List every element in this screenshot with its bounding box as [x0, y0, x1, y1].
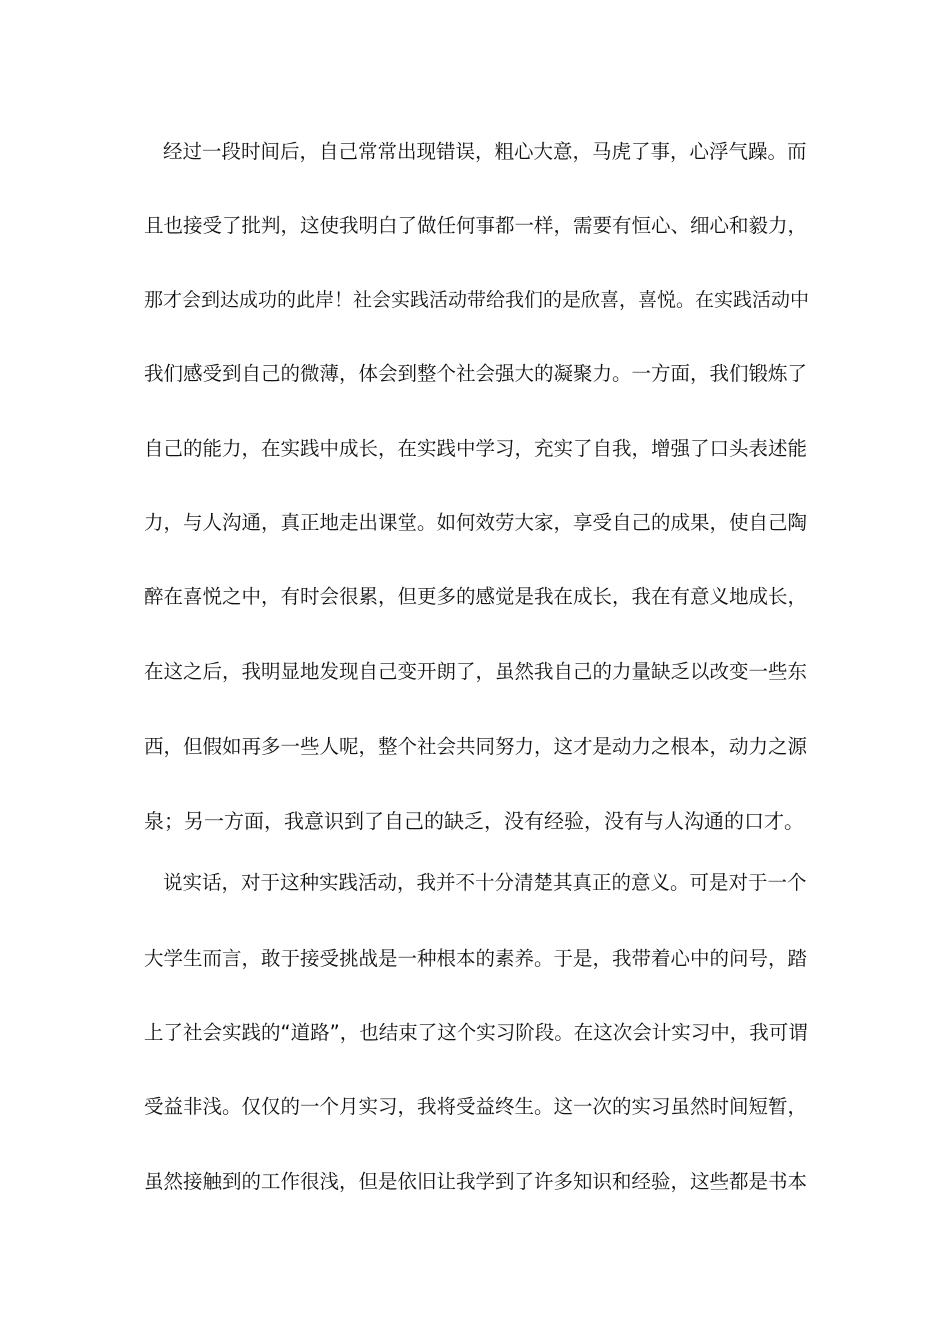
- paragraph-1-line-5: 自己的能力，在实践中成长，在实践中学习，充实了自我，增强了口头表述能: [144, 437, 808, 460]
- paragraph-2-line-1: 说实话，对于这种实践活动，我并不十分清楚其真正的意义。可是对于一个: [163, 871, 807, 894]
- paragraph-1-line-2: 且也接受了批判，这使我明白了做任何事都一样，需要有恒心、细心和毅力，: [144, 214, 808, 237]
- paragraph-1-line-6: 力，与人沟通，真正地走出课堂。如何效劳大家，享受自己的成果，使自己陶: [144, 511, 808, 534]
- paragraph-1-line-9: 西，但假如再多一些人呢，整个社会共同努力，这才是动力之根本，动力之源: [144, 735, 808, 758]
- paragraph-1-line-7: 醉在喜悦之中，有时会很累，但更多的感觉是我在成长，我在有意义地成长，: [144, 585, 808, 608]
- paragraph-1-line-8: 在这之后，我明显地发现自己变开朗了，虽然我自己的力量缺乏以改变一些东: [144, 660, 808, 683]
- paragraph-1-line-10: 泉；另一方面，我意识到了自己的缺乏，没有经验，没有与人沟通的口才。: [144, 809, 804, 833]
- paragraph-2-line-5: 虽然接触到的工作很浅，但是依旧让我学到了许多知识和经验，这些都是书本: [144, 1170, 808, 1193]
- paragraph-2-line-3: 上了社会实践的“道路”，也结束了这个实习阶段。在这次会计实习中，我可谓: [144, 1021, 808, 1044]
- paragraph-1-line-3: 那才会到达成功的此岸！社会实践活动带给我们的是欣喜，喜悦。在实践活动中: [144, 289, 810, 311]
- paragraph-2-line-2: 大学生而言，敢于接受挑战是一种根本的素养。于是，我带着心中的问号，踏: [144, 947, 808, 970]
- paragraph-2-line-4: 受益非浅。仅仅的一个月实习，我将受益终生。这一次的实习虽然时间短暂，: [144, 1095, 808, 1118]
- paragraph-1-line-4: 我们感受到自己的微薄，体会到整个社会强大的凝聚力。一方面，我们锻炼了: [144, 362, 808, 385]
- paragraph-1-line-1: 经过一段时间后，自己常常出现错误，粗心大意，马虎了事，心浮气躁。而: [163, 140, 807, 163]
